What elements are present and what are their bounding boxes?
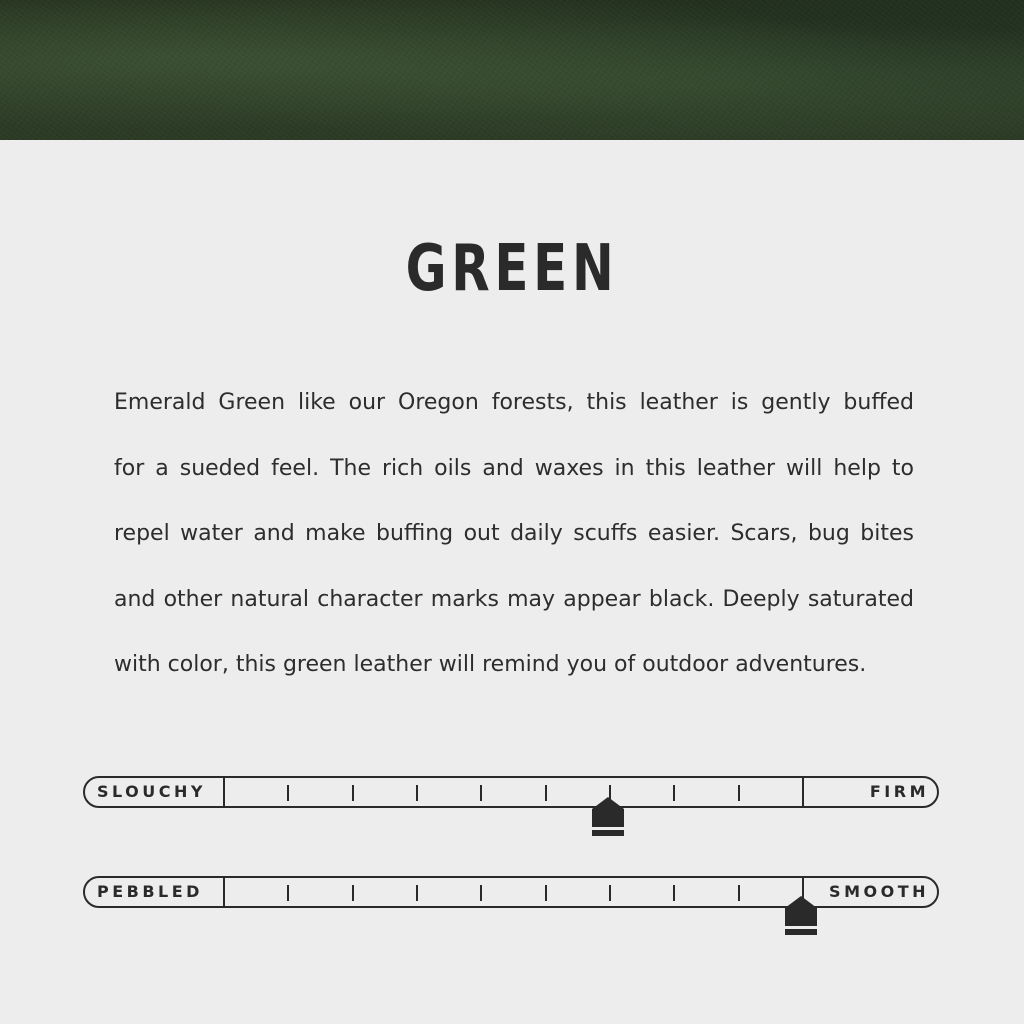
scale-tick [287, 885, 289, 901]
leather-swatch-image [0, 0, 1024, 140]
scale-tick [609, 885, 611, 901]
slouchy-firm-marker [592, 797, 624, 837]
pebbled-smooth-marker [785, 896, 817, 936]
scale-tick [480, 885, 482, 901]
scale-tick [738, 885, 740, 901]
scale-tick [738, 785, 740, 801]
scale-left-label: SLOUCHY [97, 782, 206, 801]
description-line: repel water and make buffing out daily scuffs easier. Scars, bug bites [114, 521, 914, 546]
scale-left-divider [223, 778, 225, 806]
scale-right-label: FIRM [869, 782, 929, 801]
slouchy-firm-scale [83, 776, 939, 808]
scale-tick [416, 785, 418, 801]
scale-tick [545, 785, 547, 801]
color-description [114, 370, 914, 698]
scale-tick [673, 885, 675, 901]
scale-left-divider [223, 878, 225, 906]
scale-tick [673, 785, 675, 801]
pointer-marker-icon [785, 896, 817, 936]
scale-tick [352, 785, 354, 801]
description-line: for a sueded feel. The rich oils and waxes in this leather will help to [114, 455, 914, 481]
scale-right-label: SMOOTH [829, 882, 929, 901]
description-line: and other natural character marks may appear black. Deeply saturated [114, 586, 914, 612]
description-line: with color, this green leather will remind you of outdoor adventures. [114, 652, 867, 677]
scale-tick [480, 785, 482, 801]
pointer-marker-icon [592, 797, 624, 837]
scale-left-label: PEBBLED [97, 882, 203, 901]
scale-tick [545, 885, 547, 901]
scale-tick [416, 885, 418, 901]
color-title: GREEN [405, 232, 619, 306]
scale-right-divider [802, 778, 804, 806]
scale-tick [352, 885, 354, 901]
description-line: Emerald Green like our Oregon forests, this leather is gently buffed [114, 390, 914, 415]
scale-tick [287, 785, 289, 801]
